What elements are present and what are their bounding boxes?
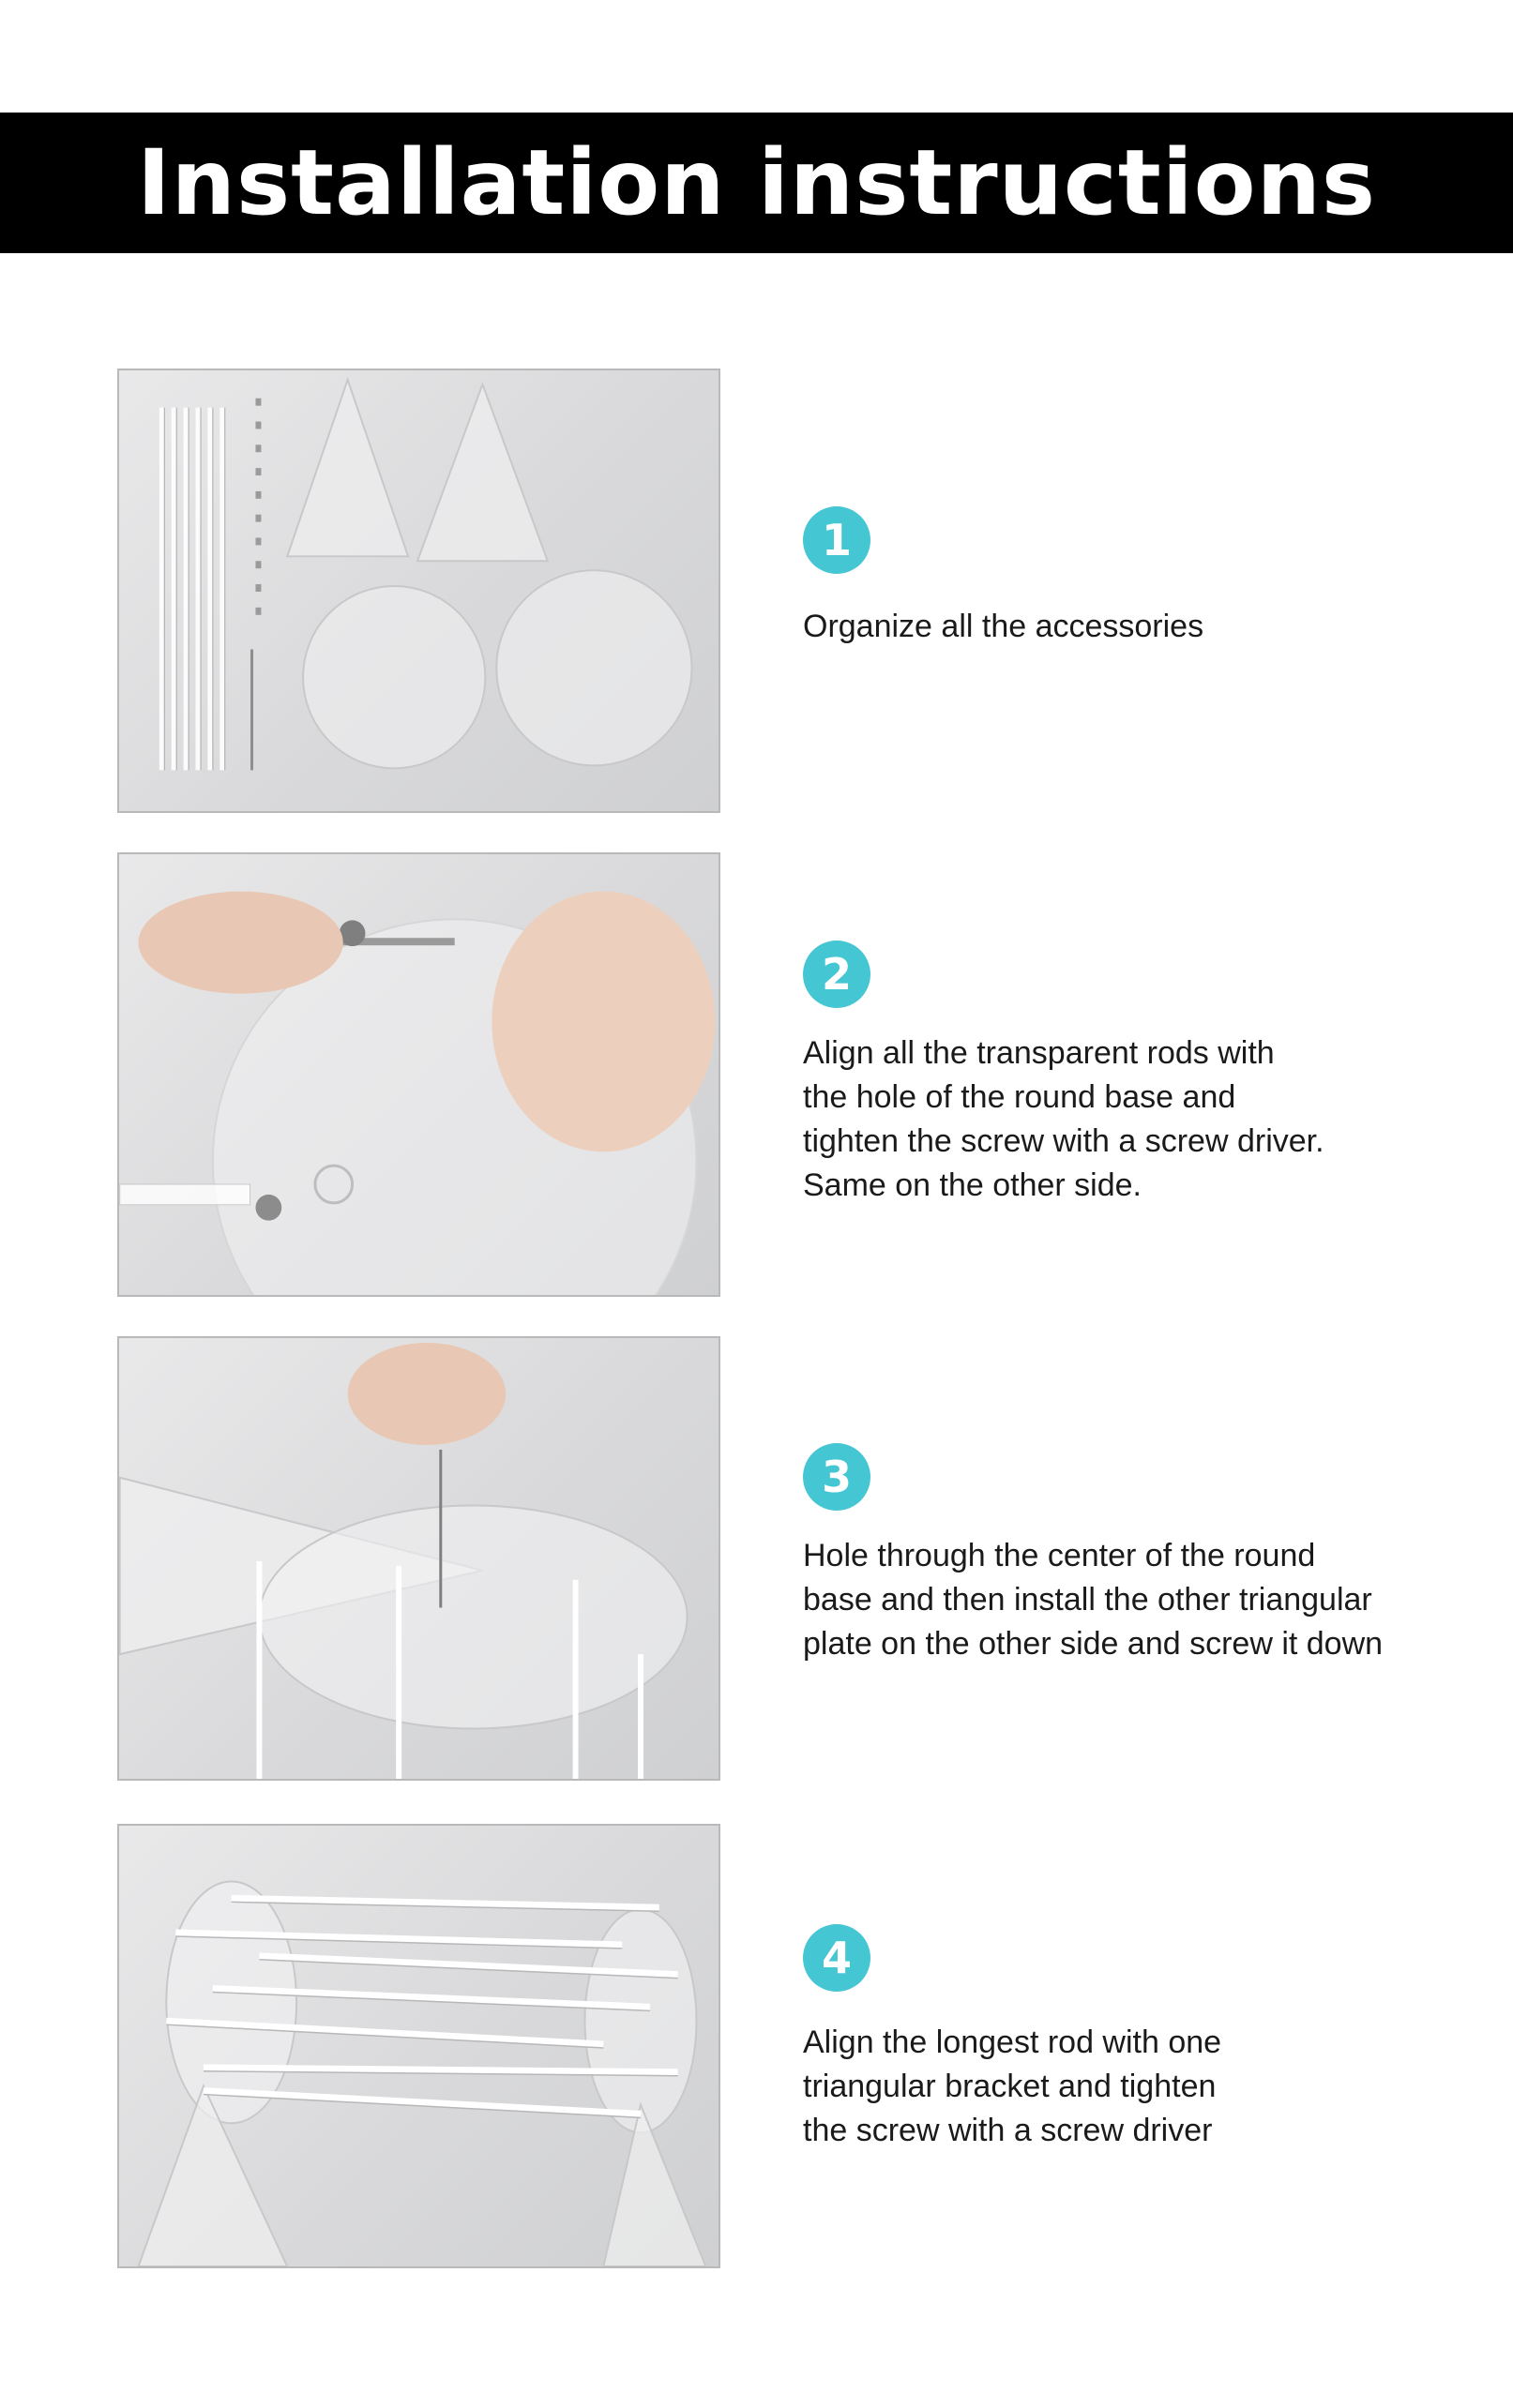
step-3-line: Hole through the center of the round — [803, 1538, 1316, 1573]
step-4-text — [803, 2021, 1460, 2153]
accessories-illustration — [119, 370, 719, 811]
step-2-line: tighten the screw with a screw driver. — [803, 1123, 1324, 1159]
step-1-badge: 1 — [803, 506, 870, 574]
assembled-rack-photo — [117, 1824, 720, 2268]
step-3-text — [803, 1534, 1460, 1666]
step-1-line: Organize all the accessories — [803, 609, 1204, 644]
step-3-line: plate on the other side and screw it down — [803, 1626, 1384, 1662]
step-4-badge: 4 — [803, 1924, 870, 1992]
triangle-plate-illustration — [119, 1338, 719, 1779]
rod-attach-photo — [117, 852, 720, 1297]
step-3-badge: 3 — [803, 1443, 870, 1511]
accessories-photo — [117, 369, 720, 813]
title-bar — [0, 113, 1513, 253]
step-1-text — [803, 605, 1460, 649]
step-2-line: Align all the transparent rods with — [803, 1035, 1275, 1071]
step-4-line: Align the longest rod with one — [803, 2024, 1222, 2060]
rod-attach-illustration — [119, 854, 719, 1295]
step-2-line: the hole of the round base and — [803, 1079, 1236, 1115]
step-2-text — [803, 1031, 1460, 1208]
triangle-plate-photo — [117, 1336, 720, 1781]
step-4-line: the screw with a screw driver — [803, 2113, 1213, 2148]
assembled-rack-illustration — [119, 1826, 719, 2266]
step-3-line: base and then install the other triangular — [803, 1582, 1372, 1618]
step-2-badge: 2 — [803, 941, 870, 1008]
step-2-line: Same on the other side. — [803, 1167, 1142, 1203]
page-title: Installation instructions — [136, 130, 1377, 235]
step-4-line: triangular bracket and tighten — [803, 2069, 1217, 2104]
